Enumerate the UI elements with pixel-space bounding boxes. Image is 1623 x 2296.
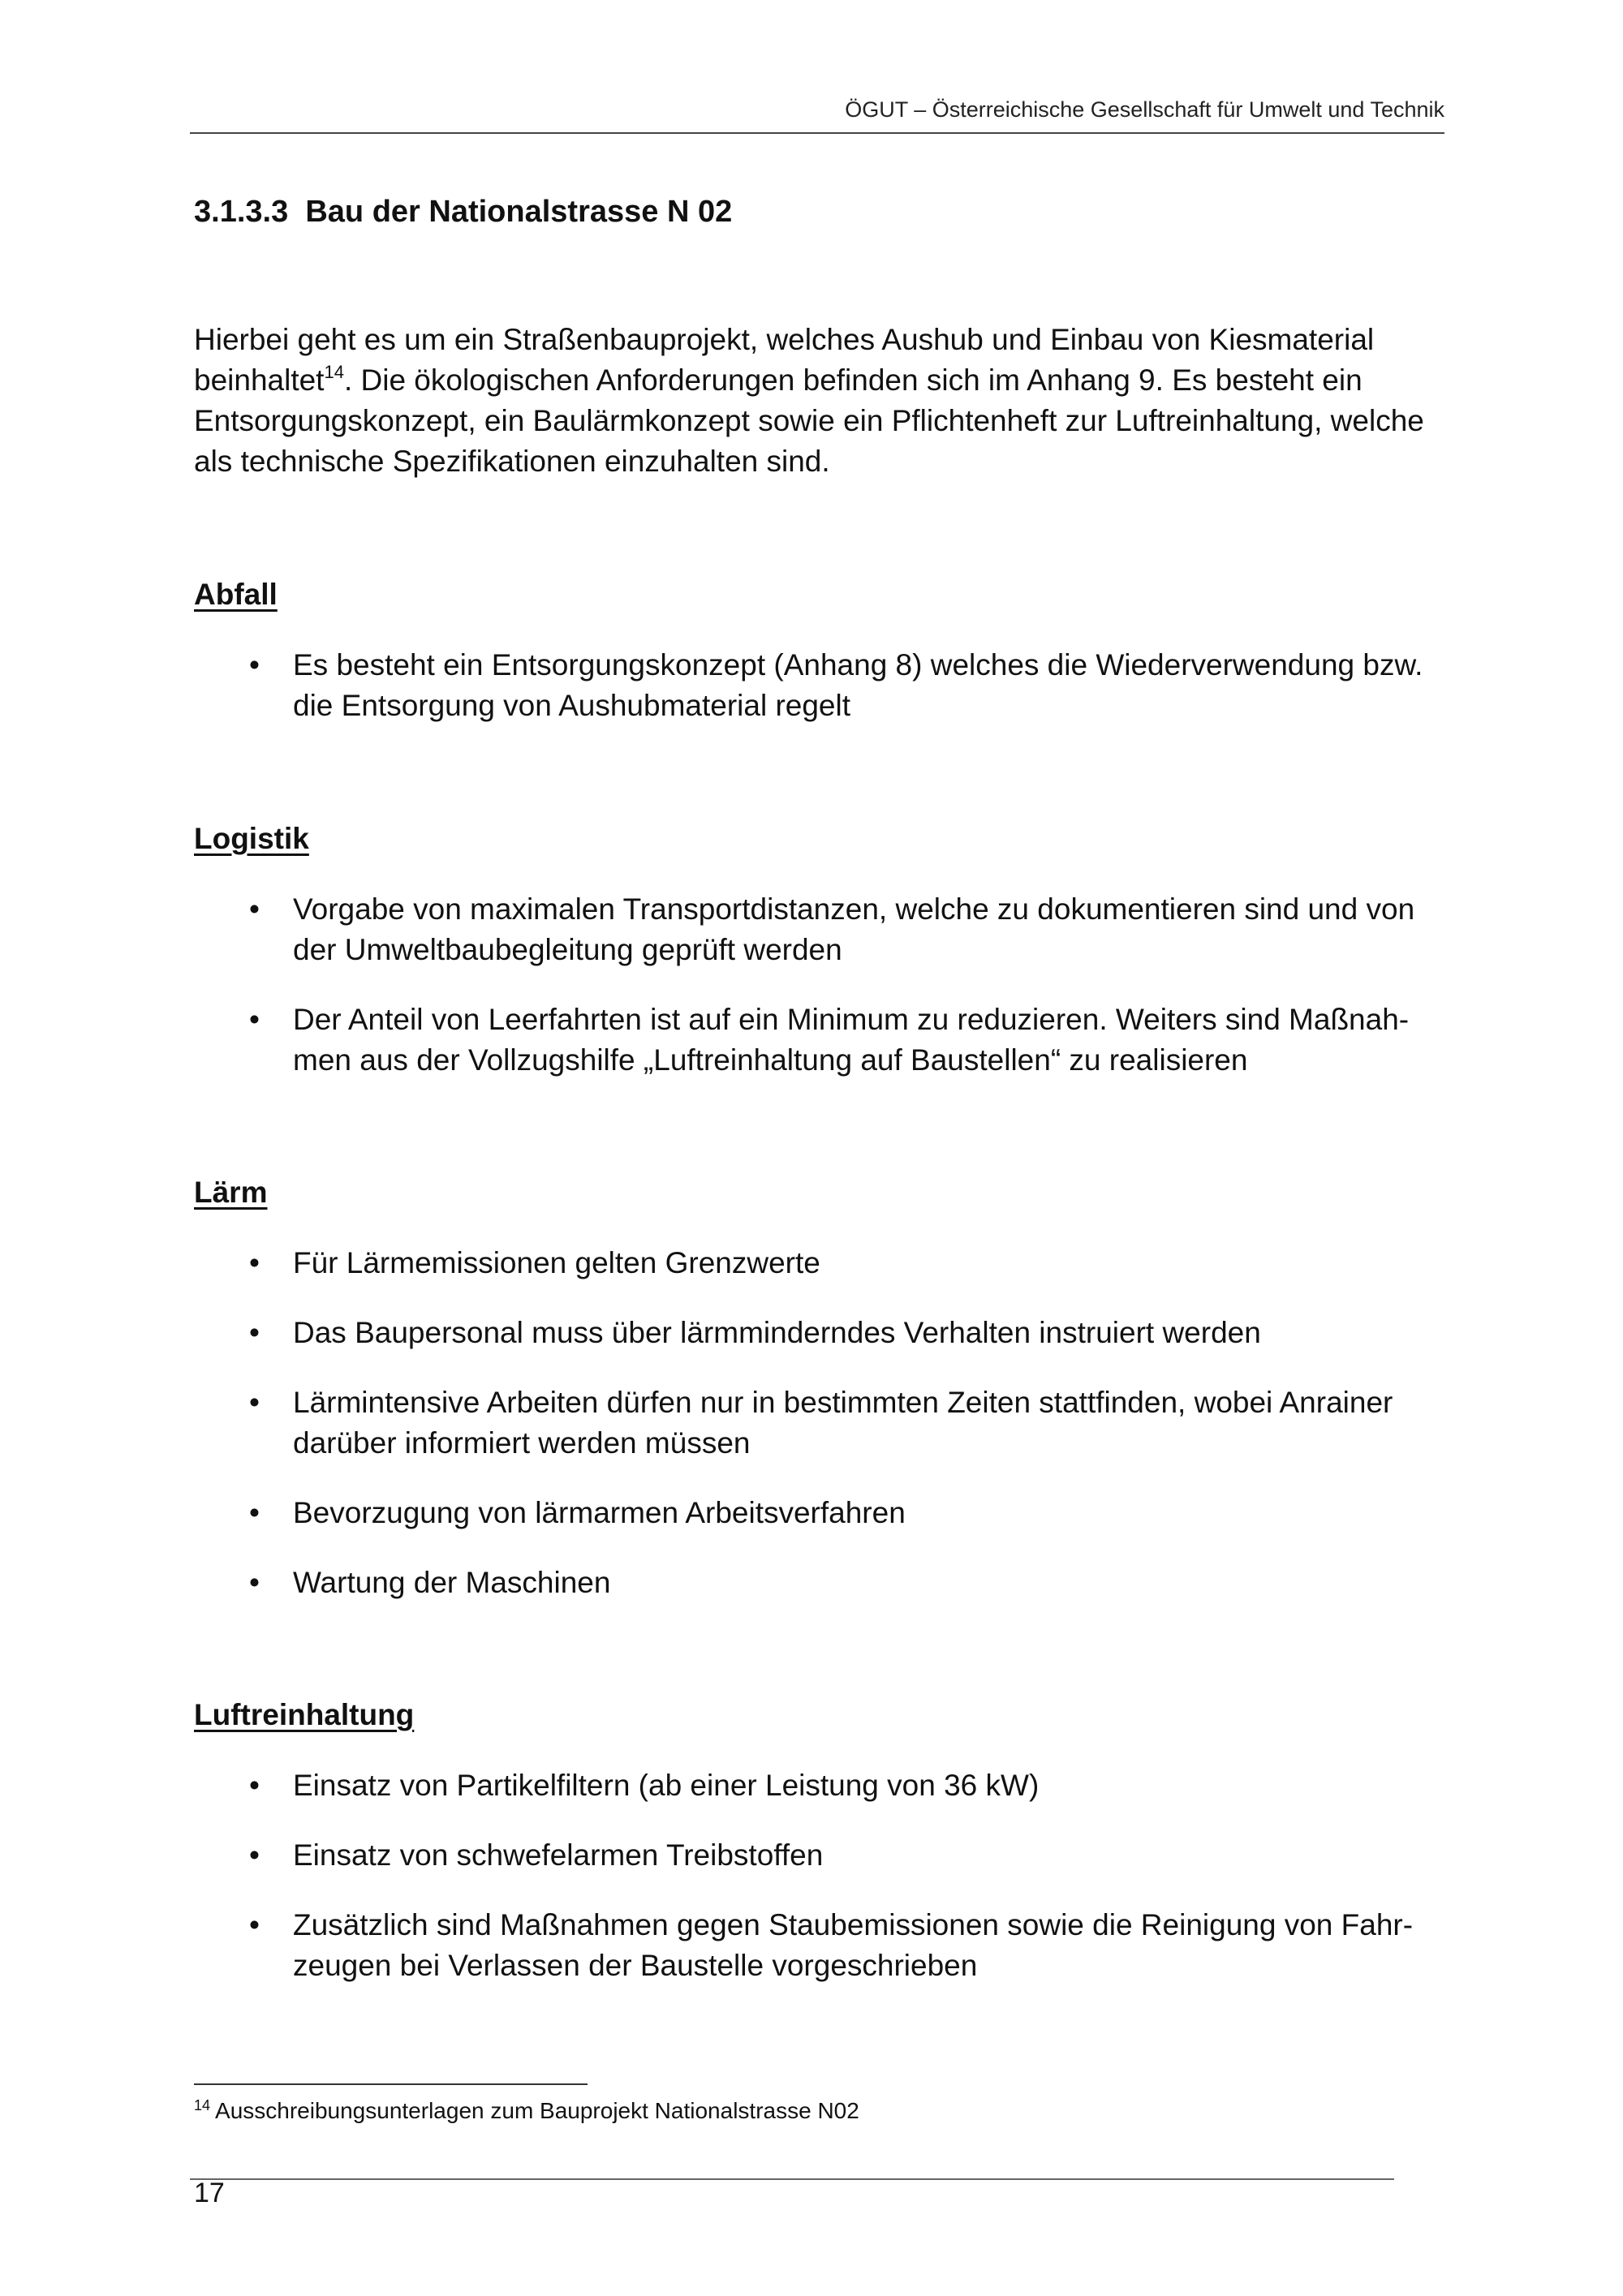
list-item-text: Einsatz von Partikelfiltern (ab einer Leistung von 36 kW) (293, 1769, 1040, 1802)
list-item (194, 1905, 1448, 1986)
list-laerm (194, 1243, 1448, 1632)
bullet-icon: • (249, 1496, 260, 1529)
list-item (194, 1835, 1448, 1876)
list-item-text: Der Anteil von Leerfahrten ist auf ein Minimum zu reduzieren. Weiters sind Maßnah-men aus der Vollzugshilfe „Luftreinhaltung auf Baustellen“ zu realisieren (293, 1003, 1410, 1077)
header-divider (190, 132, 1444, 134)
bullet-icon: • (249, 892, 260, 926)
footnote-divider (194, 2083, 588, 2085)
section-title (194, 195, 732, 230)
bullet-icon: • (249, 1566, 260, 1599)
list-item (194, 645, 1448, 726)
list-item-text: Zusätzlich sind Maßnahmen gegen Staubemissionen sowie die Reinigung von Fahr-zeugen bei Verlassen der Baustelle vorgeschrieben (293, 1908, 1414, 1982)
list-item (194, 1563, 1448, 1603)
list-item (194, 1313, 1448, 1353)
footnote (194, 2098, 859, 2124)
section-title-text: Bau der Nationalstrasse N 02 (305, 195, 733, 229)
list-item-text: Einsatz von schwefelarmen Treibstoffen (293, 1838, 824, 1872)
list-item (194, 1765, 1448, 1806)
page-number: 17 (194, 2178, 225, 2208)
list-item-text: Es besteht ein Entsorgungskonzept (Anhang 8) welches die Wiederverwendung bzw. die Entsorgung von Aushubmaterial regelt (293, 648, 1423, 722)
list-item-text: Bevorzugung von lärmarmen Arbeitsverfahren (293, 1496, 906, 1529)
footnote-number: 14 (194, 2097, 211, 2113)
list-luftreinhaltung (194, 1765, 1448, 2015)
page-header: ÖGUT – Österreichische Gesellschaft für Umwelt und Technik (845, 97, 1444, 122)
intro-text-part1: Hierbei geht es um ein Straßenbauprojekt, welches Aushub und Einbau von Kiesmaterial beinhaltet (194, 323, 1375, 397)
section-number: 3.1.3.3 (194, 195, 289, 229)
footnote-reference[interactable]: 14 (324, 362, 344, 382)
list-item-text: Lärmintensive Arbeiten dürfen nur in bestimmten Zeiten stattfinden, wobei Anrainer darüber informiert werden müssen (293, 1386, 1393, 1460)
bullet-icon: • (249, 1908, 260, 1941)
list-item-text: Vorgabe von maximalen Transportdistanzen, welche zu dokumentieren sind und von der Umweltbaubegleitung geprüft werden (293, 892, 1415, 966)
list-item (194, 1382, 1448, 1464)
list-item (194, 1493, 1448, 1533)
bullet-icon: • (249, 1003, 260, 1036)
bullet-icon: • (249, 1316, 260, 1349)
intro-text-part2: . Die ökologischen Anforderungen befinden sich im Anhang 9. Es besteht ein Entsorgungskonzept, ein Baulärmkonzept sowie ein Pflichtenheft zur Luftreinhaltung, welche als technische Spezifikationen einzuhalten sind. (194, 363, 1424, 478)
bullet-icon: • (249, 1246, 260, 1279)
list-item (194, 889, 1448, 970)
heading-luftreinhaltung: Luftreinhaltung (194, 1698, 415, 1731)
list-logistik (194, 889, 1448, 1110)
bullet-icon: • (249, 1838, 260, 1872)
bullet-icon: • (249, 1386, 260, 1419)
heading-abfall: Abfall (194, 578, 278, 611)
heading-logistik: Logistik (194, 822, 309, 855)
footer-divider (190, 2178, 1394, 2180)
list-item (194, 1000, 1448, 1081)
list-item-text: Wartung der Maschinen (293, 1566, 611, 1599)
heading-laerm: Lärm (194, 1176, 268, 1209)
list-abfall (194, 645, 1448, 755)
footnote-text: Ausschreibungsunterlagen zum Bauprojekt Nationalstrasse N02 (215, 2098, 859, 2123)
intro-paragraph (194, 320, 1448, 482)
list-item (194, 1243, 1448, 1283)
bullet-icon: • (249, 1769, 260, 1802)
list-item-text: Für Lärmemissionen gelten Grenzwerte (293, 1246, 820, 1279)
bullet-icon: • (249, 648, 260, 681)
list-item-text: Das Baupersonal muss über lärmminderndes Verhalten instruiert werden (293, 1316, 1261, 1349)
